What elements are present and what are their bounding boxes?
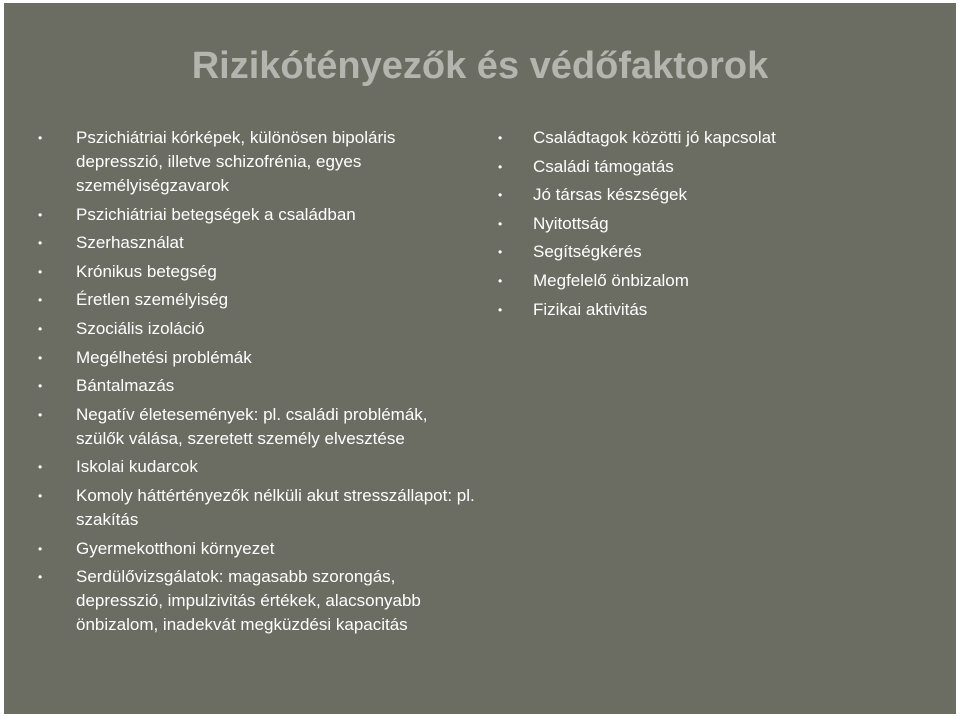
list-item-text: Pszichiátriai betegségek a családban xyxy=(76,204,356,224)
list-item-text: Iskolai kudarcok xyxy=(76,457,198,477)
list-item xyxy=(496,155,936,179)
list-item xyxy=(36,403,476,451)
list-item xyxy=(36,484,476,532)
list-item xyxy=(496,269,936,293)
list-item-text: Szociális izoláció xyxy=(76,318,205,338)
bullet-icon: • xyxy=(38,379,43,394)
bullet-icon: • xyxy=(38,131,43,145)
bullet-icon: • xyxy=(38,236,43,251)
bullet-icon: • xyxy=(38,541,43,556)
list-item xyxy=(36,537,476,561)
list-item xyxy=(36,126,476,198)
risk-factors-list xyxy=(36,126,476,642)
list-item-text: Krónikus betegség xyxy=(76,261,217,281)
bullet-icon: • xyxy=(38,407,43,422)
bullet-icon: • xyxy=(498,188,503,203)
bullet-icon: • xyxy=(498,273,503,288)
bullet-icon: • xyxy=(38,350,43,365)
list-item xyxy=(36,288,476,312)
bullet-icon: • xyxy=(38,293,43,308)
bullet-icon: • xyxy=(38,570,43,585)
list-item xyxy=(496,183,936,207)
list-item xyxy=(496,126,936,150)
protective-factors-list xyxy=(496,126,936,326)
bullet-icon: • xyxy=(498,131,503,145)
bullet-icon: • xyxy=(38,207,43,222)
list-item-text: Negatív életesemények: pl. családi problémák, szülők válása, szeretett személy elvesztése xyxy=(76,404,428,448)
list-item xyxy=(36,346,476,370)
list-item xyxy=(36,203,476,227)
list-item-text: Pszichiátriai kórképek, különösen bipoláris depresszió, illetve schizofrénia, egyes személyiségzavarok xyxy=(76,128,396,195)
list-item xyxy=(36,374,476,398)
list-item-text: Megfelelő önbizalom xyxy=(533,270,689,290)
list-item-text: Segítségkérés xyxy=(533,242,642,262)
list-item-text: Szerhasználat xyxy=(76,233,184,253)
list-item xyxy=(36,260,476,284)
list-item-text: Fizikai aktivitás xyxy=(533,299,648,319)
bullet-icon: • xyxy=(498,159,503,174)
bullet-icon: • xyxy=(498,216,503,231)
list-item-text: Megélhetési problémák xyxy=(76,347,252,367)
list-item-text: Bántalmazás xyxy=(76,376,175,396)
list-item xyxy=(36,455,476,479)
bullet-icon: • xyxy=(498,245,503,260)
list-item-text: Éretlen személyiség xyxy=(76,290,229,310)
list-item-text: Családi támogatás xyxy=(533,156,674,176)
bullet-icon: • xyxy=(38,264,43,279)
list-item xyxy=(36,565,476,637)
list-item xyxy=(496,212,936,236)
bullet-icon: • xyxy=(498,302,503,317)
list-item-text: Családtagok közötti jó kapcsolat xyxy=(533,128,776,147)
list-item-text: Nyitottság xyxy=(533,213,609,233)
list-item xyxy=(496,298,936,322)
slide-title: Rizikótényezők és védőfaktorok xyxy=(191,45,769,87)
slide xyxy=(4,3,956,714)
bullet-icon: • xyxy=(38,321,43,336)
bullet-icon: • xyxy=(38,488,43,503)
bullet-icon: • xyxy=(38,460,43,475)
list-item-text: Serdülővizsgálatok: magasabb szorongás, depresszió, impulzivitás értékek, alacsonyabb önbizalom, inadekvát megküzdési kapacitás xyxy=(76,567,421,635)
list-item-text: Jó társas készségek xyxy=(533,185,688,205)
list-item-text: Gyermekotthoni környezet xyxy=(76,538,275,558)
list-item xyxy=(36,231,476,255)
list-item xyxy=(36,317,476,341)
list-item-text: Komoly háttértényezők nélküli akut stresszállapot: pl. szakítás xyxy=(76,485,475,529)
list-item xyxy=(496,240,936,264)
